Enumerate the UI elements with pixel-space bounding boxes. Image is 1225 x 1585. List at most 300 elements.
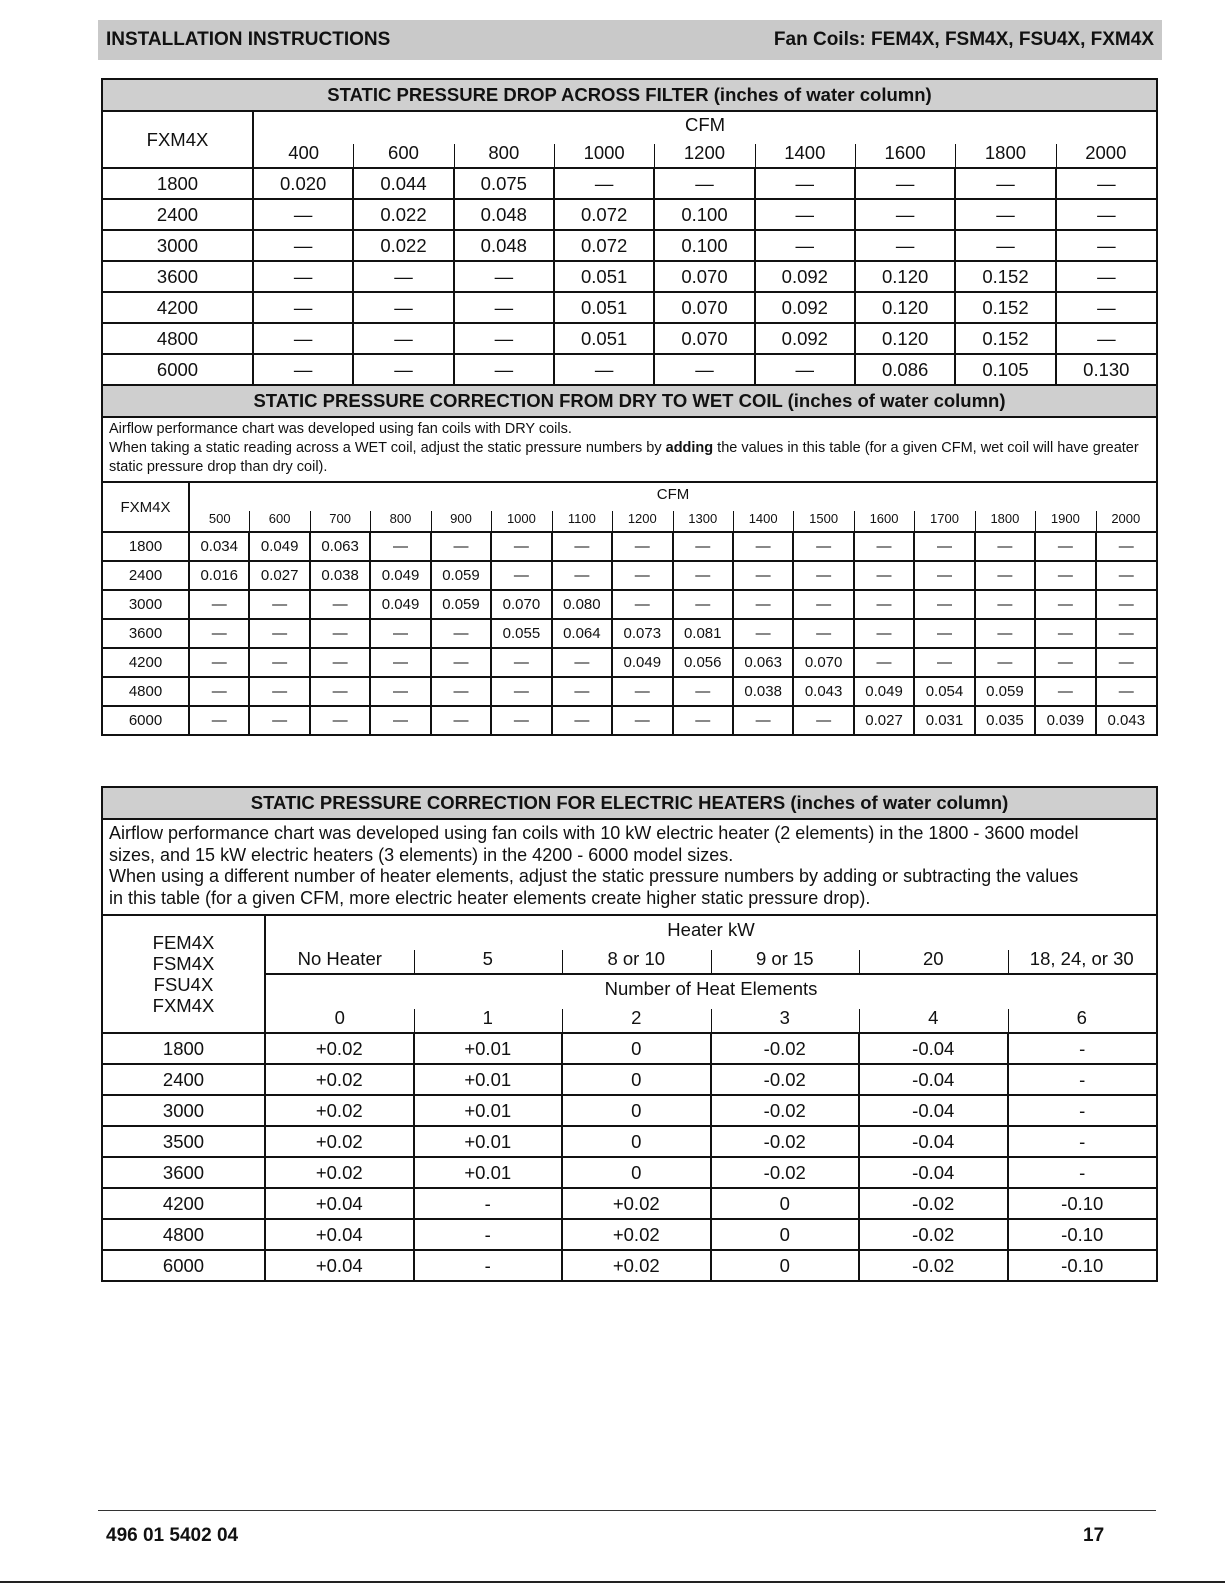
model-size-cell: 3600 bbox=[103, 619, 189, 648]
table-row bbox=[103, 261, 1156, 292]
model-size-cell: 1800 bbox=[103, 168, 253, 199]
note-line: Airflow performance chart was developed using fan coils with 10 kW electric heater (2 elements) in the 1800 - 3600 model bbox=[109, 823, 1079, 843]
value-cell: 0.075 bbox=[454, 168, 554, 199]
value-cell: -0.02 bbox=[711, 1033, 860, 1064]
value-cell: — bbox=[854, 532, 914, 561]
value-cell: — bbox=[1035, 532, 1095, 561]
value-cell: 0.081 bbox=[673, 619, 733, 648]
table-row bbox=[103, 706, 1156, 734]
electric-heater-correction-table bbox=[103, 916, 1156, 1280]
value-cell: 0.054 bbox=[914, 677, 974, 706]
value-cell: 0.055 bbox=[491, 619, 551, 648]
table-row bbox=[103, 1095, 1156, 1126]
value-cell: — bbox=[189, 648, 249, 677]
value-cell: 0.027 bbox=[854, 706, 914, 734]
table-row bbox=[103, 561, 1156, 590]
value-cell: — bbox=[793, 706, 853, 734]
cfm-column-header: 2000 bbox=[1056, 138, 1156, 168]
value-cell: — bbox=[975, 532, 1035, 561]
value-cell: — bbox=[612, 590, 672, 619]
value-cell: — bbox=[189, 706, 249, 734]
value-cell: 0.072 bbox=[554, 199, 654, 230]
wet-coil-correction-table bbox=[103, 483, 1156, 734]
value-cell: — bbox=[552, 648, 612, 677]
value-cell: 0.043 bbox=[1096, 706, 1156, 734]
cfm-column-header: 1400 bbox=[733, 505, 793, 532]
model-size-cell: 3000 bbox=[103, 230, 253, 261]
value-cell: — bbox=[914, 561, 974, 590]
value-cell: — bbox=[612, 706, 672, 734]
heater-kw-column-header: 9 or 15 bbox=[711, 944, 860, 974]
value-cell: — bbox=[854, 590, 914, 619]
value-cell: - bbox=[1008, 1157, 1157, 1188]
value-cell: — bbox=[733, 532, 793, 561]
note-line: When taking a static reading across a WET coil, adjust the static pressure numbers by adding the values in this table (for a given CFM, wet coil will have greater static pressure drop than dry coil). bbox=[109, 440, 1139, 475]
value-cell: — bbox=[975, 619, 1035, 648]
value-cell: 0.063 bbox=[733, 648, 793, 677]
value-cell: — bbox=[353, 323, 453, 354]
value-cell: — bbox=[855, 199, 955, 230]
table-row bbox=[103, 1219, 1156, 1250]
value-cell: - bbox=[414, 1188, 563, 1219]
table-row bbox=[103, 1064, 1156, 1095]
cfm-column-header: 900 bbox=[431, 505, 491, 532]
value-cell: — bbox=[431, 532, 491, 561]
elements-column-header: 2 bbox=[562, 1003, 711, 1033]
value-cell: 0.070 bbox=[491, 590, 551, 619]
value-cell: - bbox=[1008, 1064, 1157, 1095]
value-cell: +0.04 bbox=[265, 1219, 414, 1250]
value-cell: 0.092 bbox=[755, 261, 855, 292]
value-cell: +0.02 bbox=[562, 1188, 711, 1219]
cfm-column-header: 400 bbox=[288, 141, 320, 163]
model-column-header: FEM4X FSM4X FSU4X FXM4X bbox=[103, 916, 265, 1033]
value-cell: - bbox=[1008, 1033, 1157, 1064]
value-cell: - bbox=[414, 1219, 563, 1250]
value-cell: — bbox=[253, 199, 353, 230]
document-number: 496 01 5402 04 bbox=[106, 1525, 239, 1546]
table-row bbox=[103, 199, 1156, 230]
value-cell: 0.044 bbox=[353, 168, 453, 199]
value-cell: — bbox=[733, 706, 793, 734]
model-size-cell: 4800 bbox=[103, 1219, 265, 1250]
value-cell: — bbox=[370, 706, 430, 734]
value-cell: — bbox=[353, 261, 453, 292]
table-row bbox=[103, 230, 1156, 261]
value-cell: — bbox=[370, 532, 430, 561]
cfm-column-header: 1800 bbox=[975, 505, 1035, 532]
value-cell: — bbox=[855, 168, 955, 199]
model-size-cell: 3600 bbox=[103, 1157, 265, 1188]
value-cell: 0.056 bbox=[673, 648, 733, 677]
value-cell: -0.04 bbox=[859, 1033, 1008, 1064]
elements-column-header: 0 bbox=[334, 1006, 345, 1028]
value-cell: - bbox=[1008, 1095, 1157, 1126]
page-edge bbox=[0, 1581, 1225, 1583]
value-cell: 0.152 bbox=[955, 323, 1055, 354]
value-cell: -0.02 bbox=[711, 1157, 860, 1188]
note-line: Airflow performance chart was developed using fan coils with DRY coils. bbox=[109, 421, 572, 437]
cfm-header: CFM bbox=[656, 485, 690, 503]
value-cell: +0.01 bbox=[414, 1157, 563, 1188]
value-cell: — bbox=[491, 532, 551, 561]
table-row bbox=[103, 323, 1156, 354]
value-cell: — bbox=[310, 590, 370, 619]
value-cell: 0 bbox=[711, 1250, 860, 1280]
value-cell: — bbox=[854, 648, 914, 677]
value-cell: — bbox=[1056, 168, 1156, 199]
value-cell: — bbox=[673, 532, 733, 561]
value-cell: — bbox=[673, 590, 733, 619]
value-cell: — bbox=[1035, 648, 1095, 677]
model-size-cell: 4200 bbox=[103, 648, 189, 677]
value-cell: — bbox=[310, 648, 370, 677]
value-cell: — bbox=[552, 677, 612, 706]
section-title: STATIC PRESSURE DROP ACROSS FILTER (inches of water column) bbox=[103, 80, 1156, 112]
value-cell: — bbox=[1096, 619, 1156, 648]
value-cell: — bbox=[249, 648, 309, 677]
value-cell: — bbox=[552, 706, 612, 734]
value-cell: — bbox=[914, 532, 974, 561]
value-cell: +0.01 bbox=[414, 1126, 563, 1157]
value-cell: — bbox=[673, 706, 733, 734]
model-size-cell: 3000 bbox=[103, 590, 189, 619]
value-cell: — bbox=[370, 677, 430, 706]
elements-column-header: 1 bbox=[414, 1003, 563, 1033]
table-row bbox=[103, 168, 1156, 199]
value-cell: — bbox=[253, 292, 353, 323]
value-cell: 0.063 bbox=[310, 532, 370, 561]
table-row bbox=[103, 354, 1156, 384]
value-cell: 0.120 bbox=[855, 261, 955, 292]
value-cell: — bbox=[353, 292, 453, 323]
table-row bbox=[103, 590, 1156, 619]
value-cell: 0.070 bbox=[654, 292, 754, 323]
value-cell: — bbox=[431, 619, 491, 648]
page-number: 17 bbox=[1083, 1525, 1105, 1546]
value-cell: — bbox=[975, 648, 1035, 677]
value-cell: — bbox=[955, 230, 1055, 261]
value-cell: +0.04 bbox=[265, 1188, 414, 1219]
value-cell: — bbox=[253, 323, 353, 354]
value-cell: 0.120 bbox=[855, 292, 955, 323]
value-cell: — bbox=[189, 619, 249, 648]
value-cell: 0.038 bbox=[310, 561, 370, 590]
model-size-cell: 6000 bbox=[103, 354, 253, 384]
value-cell: — bbox=[733, 590, 793, 619]
value-cell: 0.049 bbox=[854, 677, 914, 706]
value-cell: -0.02 bbox=[711, 1126, 860, 1157]
value-cell: — bbox=[1056, 199, 1156, 230]
value-cell: — bbox=[855, 230, 955, 261]
value-cell: — bbox=[189, 590, 249, 619]
section-note bbox=[103, 820, 1156, 916]
value-cell: +0.01 bbox=[414, 1095, 563, 1126]
table-row bbox=[103, 648, 1156, 677]
value-cell: 0.064 bbox=[552, 619, 612, 648]
value-cell: 0 bbox=[562, 1033, 711, 1064]
value-cell: — bbox=[955, 168, 1055, 199]
value-cell: 0.073 bbox=[612, 619, 672, 648]
value-cell: — bbox=[454, 261, 554, 292]
value-cell: 0 bbox=[562, 1095, 711, 1126]
page-header bbox=[98, 20, 1162, 60]
value-cell: 0 bbox=[711, 1188, 860, 1219]
table-row bbox=[103, 1250, 1156, 1280]
section-note bbox=[103, 418, 1156, 483]
value-cell: 0.048 bbox=[454, 230, 554, 261]
value-cell: -0.04 bbox=[859, 1095, 1008, 1126]
value-cell: 0 bbox=[562, 1064, 711, 1095]
value-cell: — bbox=[353, 354, 453, 384]
cfm-column-header: 700 bbox=[310, 505, 370, 532]
value-cell: 0.080 bbox=[552, 590, 612, 619]
cfm-column-header: 1000 bbox=[554, 138, 654, 168]
value-cell: +0.02 bbox=[562, 1219, 711, 1250]
cfm-column-header: 1400 bbox=[755, 138, 855, 168]
cfm-column-header: 2000 bbox=[1096, 505, 1156, 532]
value-cell: 0.072 bbox=[554, 230, 654, 261]
value-cell: 0.100 bbox=[654, 230, 754, 261]
value-cell: -0.10 bbox=[1008, 1219, 1157, 1250]
value-cell: 0.022 bbox=[353, 230, 453, 261]
value-cell: +0.02 bbox=[265, 1157, 414, 1188]
value-cell: — bbox=[1035, 619, 1095, 648]
value-cell: 0.027 bbox=[249, 561, 309, 590]
value-cell: — bbox=[975, 561, 1035, 590]
note-line: sizes, and 15 kW electric heaters (3 elements) in the 4200 - 6000 model sizes. bbox=[109, 844, 734, 865]
value-cell: -0.02 bbox=[859, 1250, 1008, 1280]
value-cell: — bbox=[793, 619, 853, 648]
cfm-column-header: 1500 bbox=[793, 505, 853, 532]
value-cell: -0.02 bbox=[711, 1064, 860, 1095]
value-cell: — bbox=[673, 677, 733, 706]
value-cell: 0.070 bbox=[793, 648, 853, 677]
value-cell: — bbox=[733, 561, 793, 590]
value-cell: -0.04 bbox=[859, 1064, 1008, 1095]
value-cell: — bbox=[249, 590, 309, 619]
value-cell: +0.01 bbox=[414, 1033, 563, 1064]
value-cell: — bbox=[1096, 590, 1156, 619]
value-cell: 0 bbox=[711, 1219, 860, 1250]
heater-kw-column-header: 20 bbox=[859, 944, 1008, 974]
value-cell: 0.048 bbox=[454, 199, 554, 230]
cfm-header: CFM bbox=[684, 114, 726, 135]
value-cell: 0.022 bbox=[353, 199, 453, 230]
value-cell: 0.049 bbox=[249, 532, 309, 561]
value-cell: — bbox=[310, 706, 370, 734]
value-cell: — bbox=[654, 168, 754, 199]
model-size-cell: 6000 bbox=[103, 706, 189, 734]
value-cell: — bbox=[370, 619, 430, 648]
value-cell: 0.086 bbox=[855, 354, 955, 384]
model-column-header: FXM4X bbox=[103, 483, 189, 532]
value-cell: — bbox=[755, 199, 855, 230]
value-cell: — bbox=[755, 168, 855, 199]
heater-kw-column-header: No Heater bbox=[297, 947, 382, 969]
model-size-cell: 1800 bbox=[103, 1033, 265, 1064]
value-cell: — bbox=[431, 706, 491, 734]
value-cell: 0.034 bbox=[189, 532, 249, 561]
value-cell: — bbox=[1035, 590, 1095, 619]
section-title: STATIC PRESSURE CORRECTION FOR ELECTRIC HEATERS (inches of water column) bbox=[103, 788, 1156, 820]
note-line: in this table (for a given CFM, more electric heater elements create higher static pressure drop). bbox=[109, 887, 871, 908]
value-cell: 0.070 bbox=[654, 261, 754, 292]
elements-header: Number of Heat Elements bbox=[265, 974, 1156, 1003]
value-cell: 0 bbox=[562, 1126, 711, 1157]
value-cell: -0.10 bbox=[1008, 1250, 1157, 1280]
cfm-column-header: 1300 bbox=[673, 505, 733, 532]
value-cell: -0.04 bbox=[859, 1126, 1008, 1157]
value-cell: — bbox=[1096, 648, 1156, 677]
value-cell: — bbox=[975, 590, 1035, 619]
value-cell: — bbox=[189, 677, 249, 706]
model-size-cell: 6000 bbox=[103, 1250, 265, 1280]
cfm-column-header: 500 bbox=[208, 510, 231, 526]
cfm-column-header: 1900 bbox=[1035, 505, 1095, 532]
value-cell: — bbox=[1035, 561, 1095, 590]
value-cell: — bbox=[673, 561, 733, 590]
value-cell: — bbox=[914, 648, 974, 677]
value-cell: -0.02 bbox=[859, 1219, 1008, 1250]
value-cell: 0.051 bbox=[554, 323, 654, 354]
value-cell: — bbox=[1096, 532, 1156, 561]
value-cell: — bbox=[249, 677, 309, 706]
value-cell: — bbox=[914, 619, 974, 648]
model-size-cell: 3600 bbox=[103, 261, 253, 292]
value-cell: 0.049 bbox=[612, 648, 672, 677]
value-cell: +0.02 bbox=[265, 1064, 414, 1095]
value-cell: — bbox=[454, 292, 554, 323]
value-cell: — bbox=[1056, 323, 1156, 354]
electric-heater-correction-section bbox=[101, 786, 1158, 1282]
value-cell: - bbox=[1008, 1126, 1157, 1157]
value-cell: 0.035 bbox=[975, 706, 1035, 734]
value-cell: 0.120 bbox=[855, 323, 955, 354]
model-size-cell: 4200 bbox=[103, 1188, 265, 1219]
note-line: When using a different number of heater elements, adjust the static pressure numbers by adding or subtracting the values bbox=[109, 866, 1079, 886]
value-cell: 0.051 bbox=[554, 261, 654, 292]
header-title: INSTALLATION INSTRUCTIONS bbox=[106, 29, 391, 50]
table-row bbox=[103, 1126, 1156, 1157]
model-size-cell: 3500 bbox=[103, 1126, 265, 1157]
value-cell: 0.059 bbox=[975, 677, 1035, 706]
section-title: STATIC PRESSURE CORRECTION FROM DRY TO WET COIL (inches of water column) bbox=[103, 386, 1156, 418]
value-cell: 0.105 bbox=[955, 354, 1055, 384]
table-row bbox=[103, 292, 1156, 323]
wet-coil-correction-section bbox=[101, 384, 1158, 736]
model-column-header: FXM4X bbox=[103, 112, 253, 168]
elements-column-header: 3 bbox=[711, 1003, 860, 1033]
model-size-cell: 3000 bbox=[103, 1095, 265, 1126]
value-cell: 0.092 bbox=[755, 323, 855, 354]
value-cell: — bbox=[654, 354, 754, 384]
cfm-column-header: 600 bbox=[353, 138, 453, 168]
value-cell: — bbox=[955, 199, 1055, 230]
cfm-column-header: 1700 bbox=[914, 505, 974, 532]
value-cell: — bbox=[1056, 292, 1156, 323]
value-cell: — bbox=[793, 590, 853, 619]
elements-column-header: 4 bbox=[859, 1003, 1008, 1033]
value-cell: -0.10 bbox=[1008, 1188, 1157, 1219]
value-cell: 0.031 bbox=[914, 706, 974, 734]
heater-kw-header: Heater kW bbox=[667, 919, 755, 940]
value-cell: — bbox=[612, 561, 672, 590]
cfm-column-header: 1000 bbox=[491, 505, 551, 532]
value-cell: 0.152 bbox=[955, 292, 1055, 323]
filter-pressure-drop-table bbox=[103, 112, 1156, 384]
value-cell: 0.092 bbox=[755, 292, 855, 323]
value-cell: 0.049 bbox=[370, 590, 430, 619]
value-cell: — bbox=[1056, 230, 1156, 261]
value-cell: — bbox=[793, 561, 853, 590]
value-cell: — bbox=[431, 677, 491, 706]
value-cell: +0.02 bbox=[265, 1033, 414, 1064]
table-row bbox=[103, 677, 1156, 706]
value-cell: -0.02 bbox=[711, 1095, 860, 1126]
value-cell: 0.020 bbox=[253, 168, 353, 199]
value-cell: +0.02 bbox=[265, 1126, 414, 1157]
value-cell: -0.02 bbox=[859, 1188, 1008, 1219]
value-cell: — bbox=[491, 648, 551, 677]
value-cell: 0.070 bbox=[654, 323, 754, 354]
value-cell: 0.059 bbox=[431, 590, 491, 619]
header-product-line: Fan Coils: FEM4X, FSM4X, FSU4X, FXM4X bbox=[773, 29, 1154, 50]
value-cell: 0.038 bbox=[733, 677, 793, 706]
model-size-cell: 2400 bbox=[103, 199, 253, 230]
filter-pressure-drop-section bbox=[101, 78, 1158, 386]
cfm-column-header: 1600 bbox=[854, 505, 914, 532]
value-cell: 0.043 bbox=[793, 677, 853, 706]
value-cell: — bbox=[612, 677, 672, 706]
footer-divider bbox=[98, 1510, 1156, 1511]
model-size-cell: 2400 bbox=[103, 561, 189, 590]
value-cell: — bbox=[454, 323, 554, 354]
value-cell: — bbox=[1096, 561, 1156, 590]
value-cell: — bbox=[253, 354, 353, 384]
value-cell: — bbox=[454, 354, 554, 384]
value-cell: — bbox=[249, 706, 309, 734]
value-cell: — bbox=[755, 230, 855, 261]
value-cell: — bbox=[854, 619, 914, 648]
table-row bbox=[103, 1188, 1156, 1219]
value-cell: -0.04 bbox=[859, 1157, 1008, 1188]
value-cell: 0.049 bbox=[370, 561, 430, 590]
value-cell: 0.152 bbox=[955, 261, 1055, 292]
value-cell: — bbox=[253, 261, 353, 292]
cfm-column-header: 600 bbox=[249, 505, 309, 532]
value-cell: — bbox=[552, 561, 612, 590]
model-size-cell: 4800 bbox=[103, 677, 189, 706]
value-cell: — bbox=[854, 561, 914, 590]
value-cell: — bbox=[554, 354, 654, 384]
model-size-cell: 4200 bbox=[103, 292, 253, 323]
value-cell: 0.016 bbox=[189, 561, 249, 590]
table-row bbox=[103, 619, 1156, 648]
cfm-column-header: 1200 bbox=[654, 138, 754, 168]
value-cell: — bbox=[755, 354, 855, 384]
value-cell: 0.059 bbox=[431, 561, 491, 590]
value-cell: — bbox=[491, 677, 551, 706]
heater-kw-column-header: 8 or 10 bbox=[562, 944, 711, 974]
value-cell: — bbox=[370, 648, 430, 677]
model-size-cell: 1800 bbox=[103, 532, 189, 561]
value-cell: — bbox=[793, 532, 853, 561]
value-cell: — bbox=[253, 230, 353, 261]
table-row bbox=[103, 1157, 1156, 1188]
heater-kw-column-header: 5 bbox=[414, 944, 563, 974]
cfm-column-header: 1100 bbox=[552, 505, 612, 532]
